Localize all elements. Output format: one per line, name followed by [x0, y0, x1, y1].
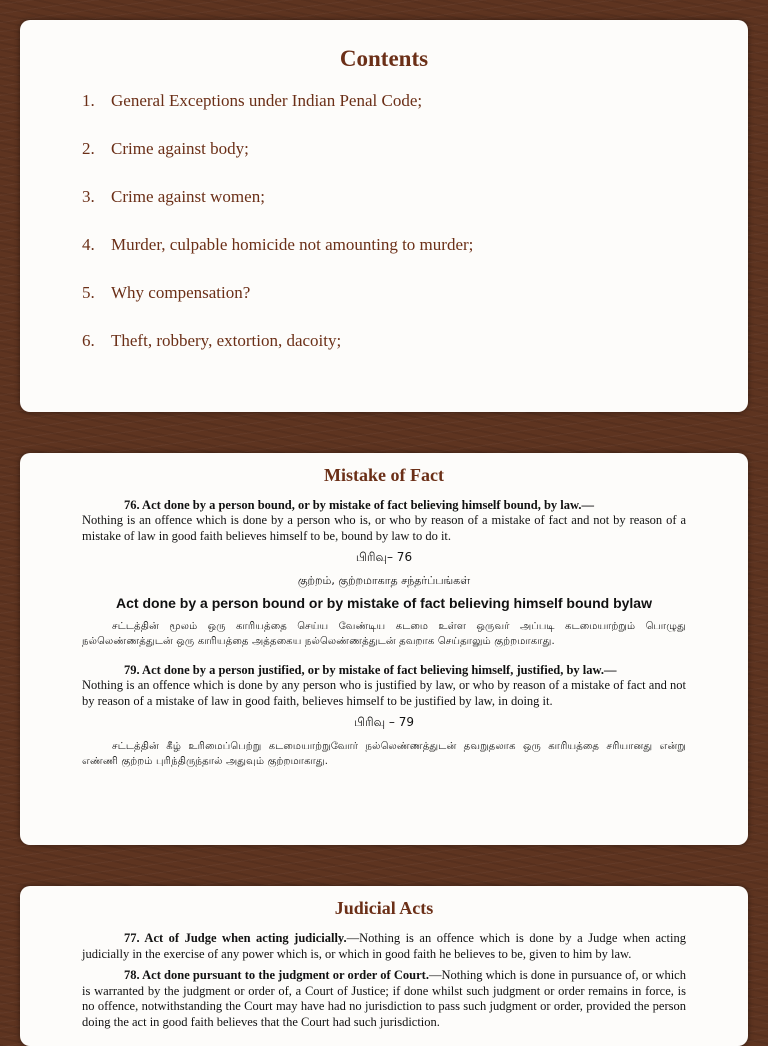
item-text: General Exceptions under Indian Penal Code;: [111, 91, 423, 110]
slide-title: Contents: [339, 46, 429, 71]
item-number: 1.: [82, 91, 95, 110]
section-77-body: —Nothing is an offence which is done by a Judge when acting judicially in the exercise of any power which is, or which in good faith he believes to be, given to him by law.: [82, 931, 686, 961]
scanned-text: [20, 498, 748, 769]
section-78-heading: 78. Act done pursuant to the judgment or order of Court.: [124, 968, 429, 982]
list-item: [20, 138, 748, 186]
list-item: [20, 90, 748, 138]
tamil-heading: குற்றம், குற்றமாகாத சந்தர்ப்பங்கள்: [297, 574, 471, 587]
list-item: [20, 282, 748, 330]
list-item: [20, 186, 748, 234]
slide-judicial-acts: [20, 886, 748, 1046]
item-text: Why compensation?: [111, 283, 251, 302]
slide-contents: [20, 20, 748, 412]
section-77-heading: 77. Act of Judge when acting judicially.: [124, 931, 347, 945]
slide-mistake-of-fact: [20, 453, 748, 845]
section-76-tamil-label: பிரிவு– 76: [355, 550, 413, 564]
item-text: Theft, robbery, extortion, dacoity;: [111, 331, 342, 350]
item-number: 4.: [82, 235, 95, 254]
section-76-body: Nothing is an offence which is done by a person who is, or who by reason of a mistake of fact and not by reason of a mistake of law in good faith believes himself to be, bound by law to do it.: [82, 513, 686, 543]
english-heading: Act done by a person bound or by mistake of fact believing himself bound bylaw: [116, 595, 652, 611]
section-77: [82, 931, 686, 962]
section-78: [82, 968, 686, 1030]
section-78-body: —Nothing which is done in pursuance of, or which is warranted by the judgment or order of, a Court of Justice; if done whilst such judgment or order remains in force, is no offence, notwithstanding the Court may have had no jurisdiction to pass such judgment or order, provided the person doing the act in good faith believes that the Court had such jurisdiction.: [82, 968, 686, 1029]
list-item: [20, 330, 748, 378]
item-number: 6.: [82, 331, 95, 350]
item-text: Crime against women;: [111, 187, 265, 206]
section-79-body: Nothing is an offence which is done by any person who is justified by law, or who by reason of a mistake of fact and not by reason of a mistake of law in good faith, believes himself to be justified by law, in doing it.: [82, 678, 686, 708]
section-79-tamil-body: சட்டத்தின் கீழ் உரிமைப்பெற்று கடமையாற்றுவோர் நல்லெண்ணத்துடன் தவறுதலாக ஒரு காரியத்தை சரியானது என்று எண்ணி குற்றம் புரிந்திருந்தால் அதுவும் குற்றமாகாது.: [82, 741, 686, 767]
item-number: 5.: [82, 283, 95, 302]
section-76-tamil-body: சட்டத்தின் மூலம் ஒரு காரியத்தை செய்ய வேண்டிய கடமை உள்ள ஒருவர் அப்படி கடமையாற்றும் பொழுது நல்லெண்ணத்துடன் ஒரு காரியத்தை அத்தகைய நல்லெண்ணத்துடன் தவறாக செய்தாலும் குற்றமாகாது.: [82, 621, 686, 647]
item-text: Murder, culpable homicide not amounting to murder;: [111, 235, 474, 254]
contents-list: [20, 90, 748, 378]
section-79-tamil-label: பிரிவு – 79: [354, 715, 414, 729]
slide-title: Judicial Acts: [334, 898, 434, 918]
item-number: 2.: [82, 139, 95, 158]
scanned-text: [20, 931, 748, 1030]
item-text: Crime against body;: [111, 139, 249, 158]
list-item: [20, 234, 748, 282]
item-number: 3.: [82, 187, 95, 206]
slide-title: Mistake of Fact: [324, 465, 444, 485]
section-76-heading: 76. Act done by a person bound, or by mistake of fact believing himself bound, by law.—: [124, 498, 594, 512]
section-79-heading: 79. Act done by a person justified, or by mistake of fact believing himself, justified, by law.—: [124, 663, 617, 677]
